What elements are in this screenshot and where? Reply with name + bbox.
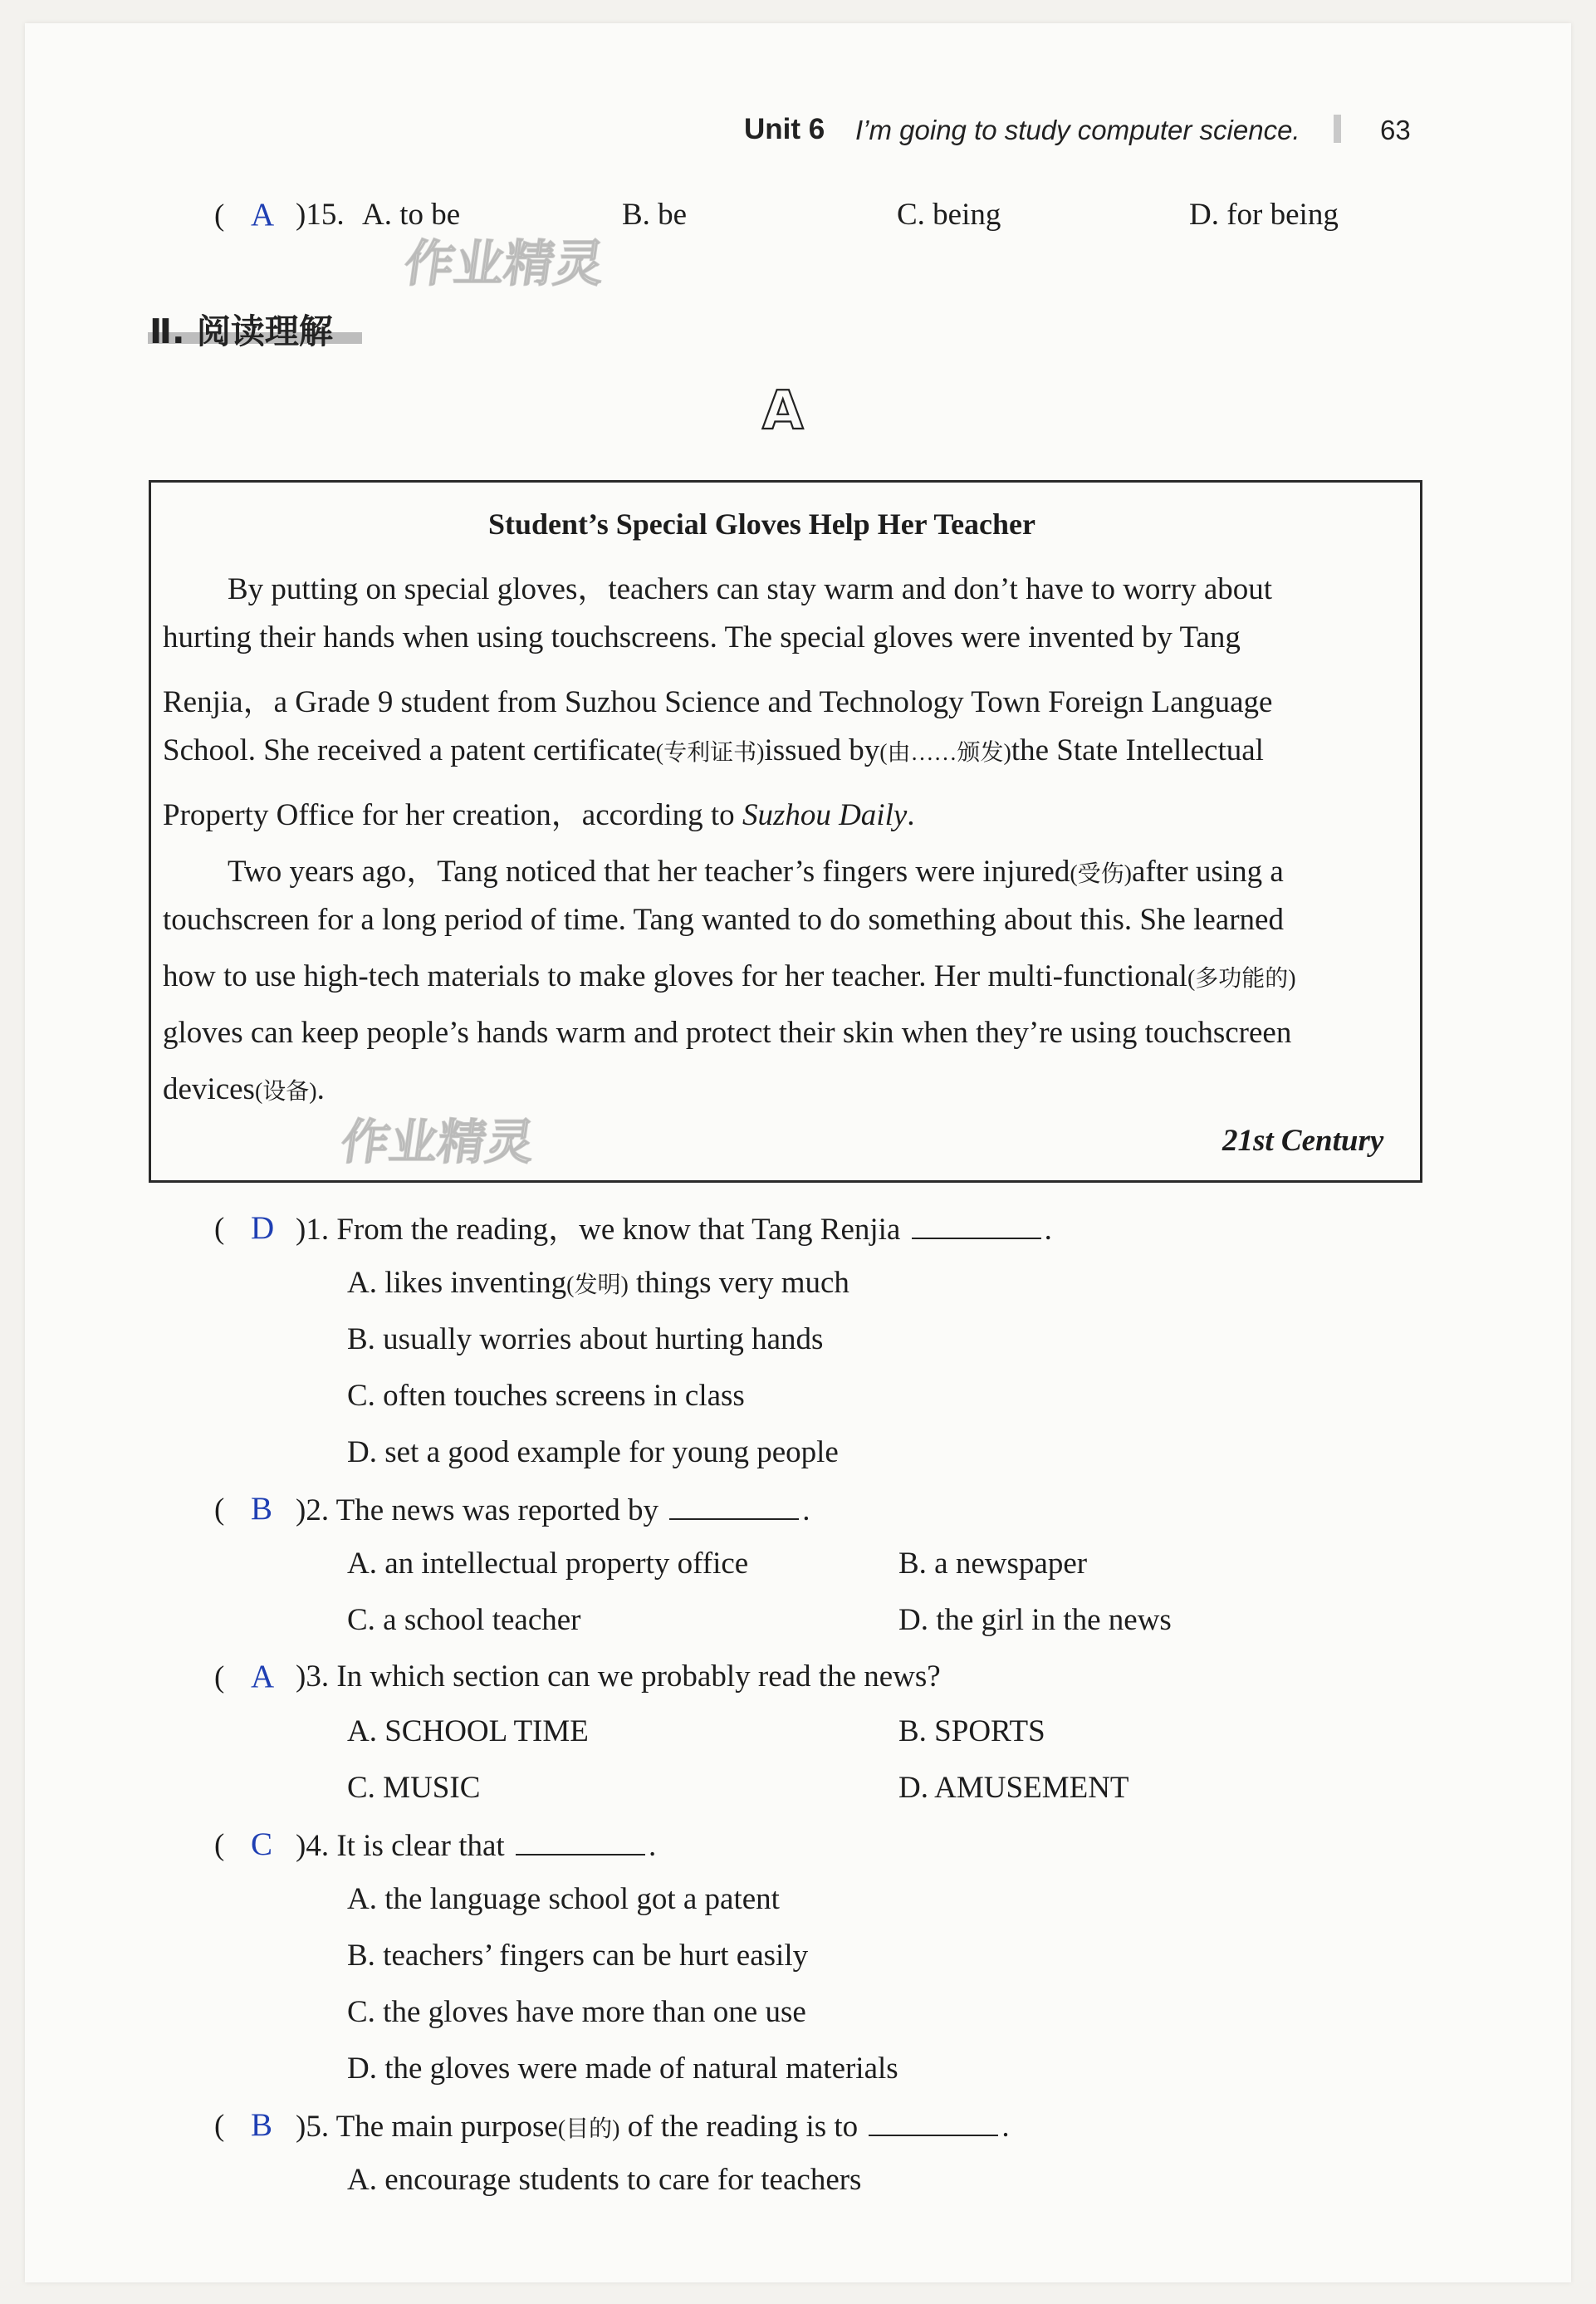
answer-paren-open: (: [214, 1493, 225, 1527]
q2-option-c: C. a school teacher: [347, 1603, 581, 1637]
answer-paren-open: (: [214, 1212, 225, 1246]
q4-option-d: D. the gloves were made of natural materials: [347, 2052, 898, 2086]
q3-option-d: D. AMUSEMENT: [898, 1771, 1129, 1805]
q15-option-b: B. be: [622, 198, 688, 232]
q15-option-d: D. for being: [1189, 198, 1339, 232]
q1-option-b: B. usually worries about hurting hands: [347, 1322, 824, 1356]
passage-line-6: Two years ago，Tang noticed that her teacher’s fingers were injured(受伤)after using a: [228, 855, 1284, 889]
q5-option-a: A. encourage students to care for teachers: [347, 2163, 862, 2197]
answer-paren-open: (: [214, 199, 225, 233]
q3-option-a: A. SCHOOL TIME: [347, 1714, 589, 1748]
q1-stem: )1. From the reading，we know that Tang Renjia .: [296, 1213, 1052, 1247]
answer-paren-open: (: [214, 1828, 225, 1862]
passage-line-8: how to use high-tech materials to make gloves for her teacher. Her multi-functional(多功能的): [163, 959, 1296, 993]
watermark-logo-2: 作业精灵: [337, 1114, 539, 1170]
q2-option-d: D. the girl in the news: [898, 1603, 1172, 1637]
answer-blank: [912, 1213, 1041, 1239]
q2-answer: B: [251, 1491, 273, 1527]
q4-stem: )4. It is clear that .: [296, 1829, 657, 1863]
page-number: 63: [1380, 115, 1411, 145]
answer-blank: [869, 2110, 998, 2136]
q15-option-c: C. being: [897, 198, 1001, 232]
watermark-logo: 作业精灵: [400, 235, 609, 293]
unit-title: I’m going to study computer science.: [855, 115, 1300, 145]
q4-option-b: B. teachers’ fingers can be hurt easily: [347, 1939, 809, 1973]
q4-option-c: C. the gloves have more than one use: [347, 1995, 806, 2029]
q15-answer: A: [251, 197, 275, 233]
q2-option-b: B. a newspaper: [898, 1547, 1088, 1581]
q3-stem: )3. In which section can we probably read the news?: [296, 1659, 941, 1694]
answer-blank: [669, 1493, 799, 1520]
unit-label: Unit 6: [744, 113, 825, 145]
q3-option-b: B. SPORTS: [898, 1714, 1045, 1748]
q3-option-c: C. MUSIC: [347, 1771, 481, 1805]
passage-source: 21st Century: [1222, 1124, 1384, 1158]
q15-option-a: A. to be: [362, 198, 461, 232]
q1-option-d: D. set a good example for young people: [347, 1435, 839, 1469]
passage-letter: A: [762, 380, 804, 442]
q1-option-a: A. likes inventing(发明) things very much: [347, 1266, 849, 1300]
q4-answer: C: [251, 1826, 273, 1862]
answer-paren-open: (: [214, 1660, 225, 1694]
passage-line-2: hurting their hands when using touchscreens. The special gloves were invented by Tang: [163, 620, 1241, 654]
q4-option-a: A. the language school got a patent: [347, 1882, 780, 1916]
passage-title: Student’s Special Gloves Help Her Teacher: [488, 507, 1036, 541]
q2-stem: )2. The news was reported by .: [296, 1493, 810, 1527]
passage-line-4: School. She received a patent certificate(专利证书)issued by(由……颁发)the State Intellectual: [163, 733, 1264, 767]
q5-answer: B: [251, 2107, 273, 2143]
header-divider: [1334, 115, 1341, 143]
passage-line-10: devices(设备).: [163, 1072, 325, 1106]
q3-answer: A: [251, 1659, 275, 1694]
q5-stem: )5. The main purpose(目的) of the reading is to .: [296, 2110, 1010, 2144]
q2-option-a: A. an intellectual property office: [347, 1547, 749, 1581]
passage-line-9: gloves can keep people’s hands warm and protect their skin when they’re using touchscreen: [163, 1016, 1292, 1050]
q1-option-c: C. often touches screens in class: [347, 1379, 745, 1413]
passage-line-1: By putting on special gloves，teachers can stay warm and don’t have to worry about: [228, 572, 1273, 606]
answer-paren-open: (: [214, 2109, 225, 2143]
passage-line-7: touchscreen for a long period of time. Tang wanted to do something about this. She learned: [163, 903, 1284, 937]
q15-number: )15.: [296, 198, 345, 232]
section-title: Ⅱ. 阅读理解: [149, 311, 333, 351]
passage-line-5: Property Office for her creation，according to Suzhou Daily.: [163, 798, 915, 832]
passage-line-3: Renjia，a Grade 9 student from Suzhou Science and Technology Town Foreign Language: [163, 685, 1273, 719]
q1-answer: D: [251, 1210, 275, 1246]
answer-blank: [516, 1829, 645, 1855]
